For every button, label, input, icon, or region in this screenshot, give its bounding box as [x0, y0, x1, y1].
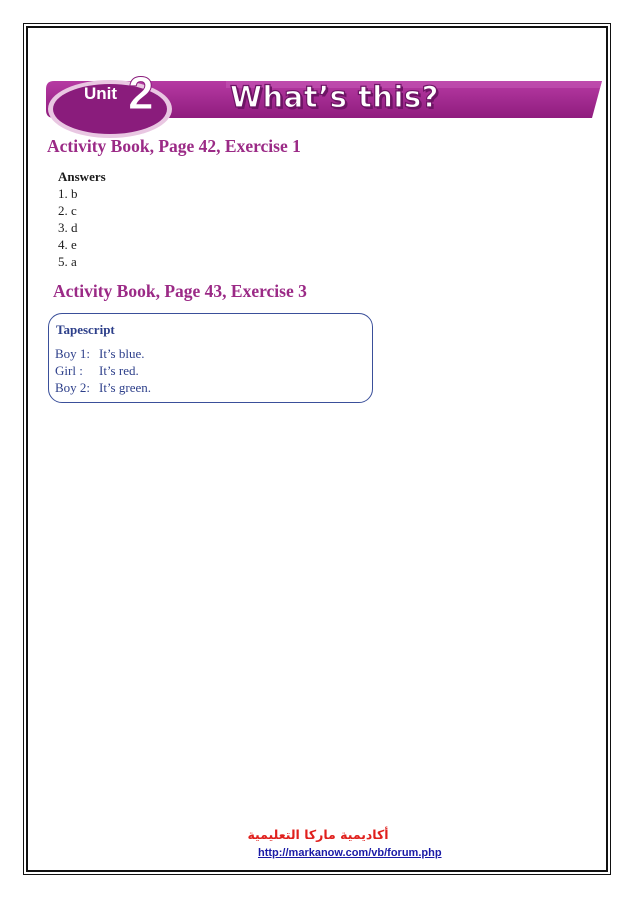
tapescript-line	[55, 345, 151, 362]
section-heading-exercise-1: Activity Book, Page 42, Exercise 1	[47, 136, 301, 156]
tapescript-label: Tapescript	[56, 322, 115, 337]
tapescript-line	[55, 379, 151, 396]
answer-item: 5. a	[58, 254, 77, 269]
speaker-label: Boy 1:	[55, 346, 91, 361]
tapescript-box	[48, 313, 373, 403]
answers-list	[58, 185, 106, 270]
footer-academy-name: أكاديمية ماركا التعليمية	[247, 827, 389, 842]
answer-item: 2. c	[58, 203, 77, 218]
answers-label: Answers	[58, 169, 106, 184]
line-text: It’s green.	[99, 380, 151, 395]
tapescript-lines	[55, 345, 151, 396]
unit-number: 2	[128, 67, 154, 119]
answers-block	[58, 168, 106, 270]
unit-banner	[46, 67, 606, 122]
footer-forum-link[interactable]: http://markanow.com/vb/forum.php	[258, 847, 442, 859]
answer-item: 1. b	[58, 186, 78, 201]
answer-item: 3. d	[58, 220, 78, 235]
speaker-label: Boy 2:	[55, 380, 91, 395]
answer-item: 4. e	[58, 237, 77, 252]
speaker-label: Girl :	[55, 363, 83, 378]
unit-title: What’s this?	[230, 80, 439, 114]
unit-label: Unit	[84, 84, 118, 103]
line-text: It’s blue.	[99, 346, 145, 361]
tapescript-line	[55, 362, 151, 379]
section-heading-exercise-3: Activity Book, Page 43, Exercise 3	[53, 281, 307, 301]
line-text: It’s red.	[99, 363, 139, 378]
